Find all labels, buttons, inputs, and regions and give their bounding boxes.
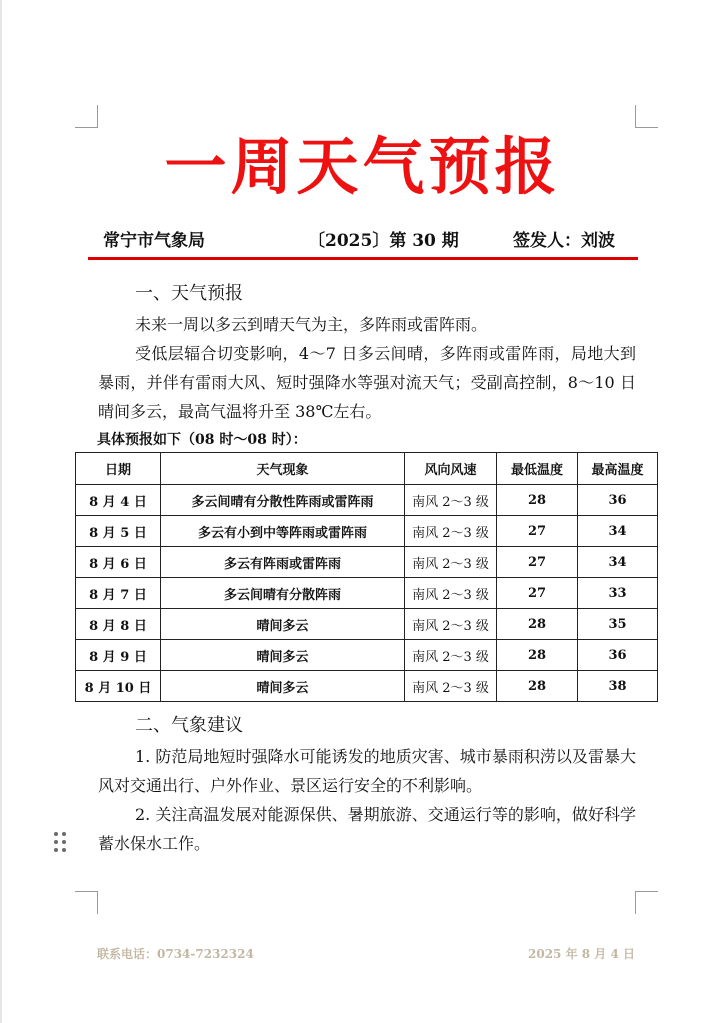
cell-weather[interactable]: 多云间晴有分散阵雨 <box>161 578 405 609</box>
table-row <box>76 578 658 609</box>
cell-high-temp[interactable]: 38 <box>578 671 658 702</box>
margin-corner-top-left <box>75 105 98 128</box>
table-row <box>76 671 658 702</box>
document-title[interactable]: 一周天气预报 <box>164 130 561 203</box>
header-high-temp[interactable]: 最高温度 <box>578 453 658 485</box>
margin-corner-top-right <box>635 105 658 128</box>
cell-weather[interactable]: 多云有阵雨或雷阵雨 <box>161 547 405 578</box>
cell-high-temp[interactable]: 33 <box>578 578 658 609</box>
cell-high-temp[interactable]: 36 <box>578 640 658 671</box>
header-low-temp[interactable]: 最低温度 <box>497 453 578 485</box>
footer-date[interactable]: 2025 年 8 月 4 日 <box>528 947 635 961</box>
cell-weather[interactable]: 多云间晴有分散性阵雨或雷阵雨 <box>161 485 405 516</box>
table-row <box>76 485 658 516</box>
forecast-paragraph-2[interactable]: 受低层辐合切变影响，4～7 日多云间晴，多阵雨或雷阵雨，局地大到暴雨，并伴有雷雨大风、短时强降水等强对流天气；受副高控制，8～10 日晴间多云，最高气温将升至 38℃左右。 <box>98 344 636 421</box>
cell-wind[interactable]: 南风 2～3 级 <box>405 485 497 516</box>
forecast-paragraph-1[interactable]: 未来一周以多云到晴天气为主，多阵雨或雷阵雨。 <box>135 315 488 334</box>
table-row <box>76 640 658 671</box>
margin-corner-bottom-left <box>75 891 98 914</box>
cell-wind[interactable]: 南风 2～3 级 <box>405 547 497 578</box>
header-weather[interactable]: 天气现象 <box>161 453 405 485</box>
cell-date[interactable]: 8 月 9 日 <box>76 640 161 671</box>
header-date[interactable]: 日期 <box>76 453 161 485</box>
cell-date[interactable]: 8 月 4 日 <box>76 485 161 516</box>
advice-paragraph-2[interactable]: 2. 关注高温发展对能源保供、暑期旅游、交通运行等的影响，做好科学蓄水保水工作。 <box>98 805 636 853</box>
issue-header <box>103 229 633 253</box>
cell-high-temp[interactable]: 34 <box>578 516 658 547</box>
cell-weather[interactable]: 晴间多云 <box>161 609 405 640</box>
cell-wind[interactable]: 南风 2～3 级 <box>405 609 497 640</box>
cell-weather[interactable]: 多云有小到中等阵雨或雷阵雨 <box>161 516 405 547</box>
issuing-bureau[interactable]: 常宁市气象局 <box>103 231 205 251</box>
cell-wind[interactable]: 南风 2～3 级 <box>405 516 497 547</box>
cell-date[interactable]: 8 月 10 日 <box>76 671 161 702</box>
forecast-table <box>75 452 658 702</box>
margin-corner-bottom-right <box>635 891 658 914</box>
red-divider-line <box>88 257 638 260</box>
table-row <box>76 516 658 547</box>
table-caption[interactable]: 具体预报如下（08 时～08 时）： <box>97 432 307 448</box>
table-row <box>76 547 658 578</box>
section-heading-forecast[interactable]: 一、天气预报 <box>135 283 243 304</box>
cell-high-temp[interactable]: 35 <box>578 609 658 640</box>
cell-date[interactable]: 8 月 6 日 <box>76 547 161 578</box>
cell-low-temp[interactable]: 28 <box>497 671 578 702</box>
cell-low-temp[interactable]: 27 <box>497 578 578 609</box>
cell-high-temp[interactable]: 34 <box>578 547 658 578</box>
drag-handle-icon[interactable] <box>54 832 68 852</box>
cell-weather[interactable]: 晴间多云 <box>161 671 405 702</box>
signer[interactable]: 签发人：刘波 <box>513 231 615 251</box>
cell-low-temp[interactable]: 27 <box>497 547 578 578</box>
cell-wind[interactable]: 南风 2～3 级 <box>405 671 497 702</box>
table-row <box>76 609 658 640</box>
footer-phone[interactable]: 联系电话：0734-7232324 <box>97 947 254 961</box>
cell-date[interactable]: 8 月 8 日 <box>76 609 161 640</box>
cell-date[interactable]: 8 月 7 日 <box>76 578 161 609</box>
section-heading-advice[interactable]: 二、气象建议 <box>135 715 243 736</box>
cell-low-temp[interactable]: 27 <box>497 516 578 547</box>
header-wind[interactable]: 风向风速 <box>405 453 497 485</box>
advice-paragraph-1[interactable]: 1. 防范局地短时强降水可能诱发的地质灾害、城市暴雨积涝以及雷暴大风对交通出行、户外作业、景区运行安全的不利影响。 <box>98 747 636 795</box>
cell-wind[interactable]: 南风 2～3 级 <box>405 640 497 671</box>
cell-high-temp[interactable]: 36 <box>578 485 658 516</box>
cell-date[interactable]: 8 月 5 日 <box>76 516 161 547</box>
cell-low-temp[interactable]: 28 <box>497 485 578 516</box>
issue-number[interactable]: 〔2025〕第 30 期 <box>308 231 459 251</box>
cell-low-temp[interactable]: 28 <box>497 609 578 640</box>
cell-wind[interactable]: 南风 2～3 级 <box>405 578 497 609</box>
table-header-row <box>76 453 658 485</box>
cell-weather[interactable]: 晴间多云 <box>161 640 405 671</box>
cell-low-temp[interactable]: 28 <box>497 640 578 671</box>
